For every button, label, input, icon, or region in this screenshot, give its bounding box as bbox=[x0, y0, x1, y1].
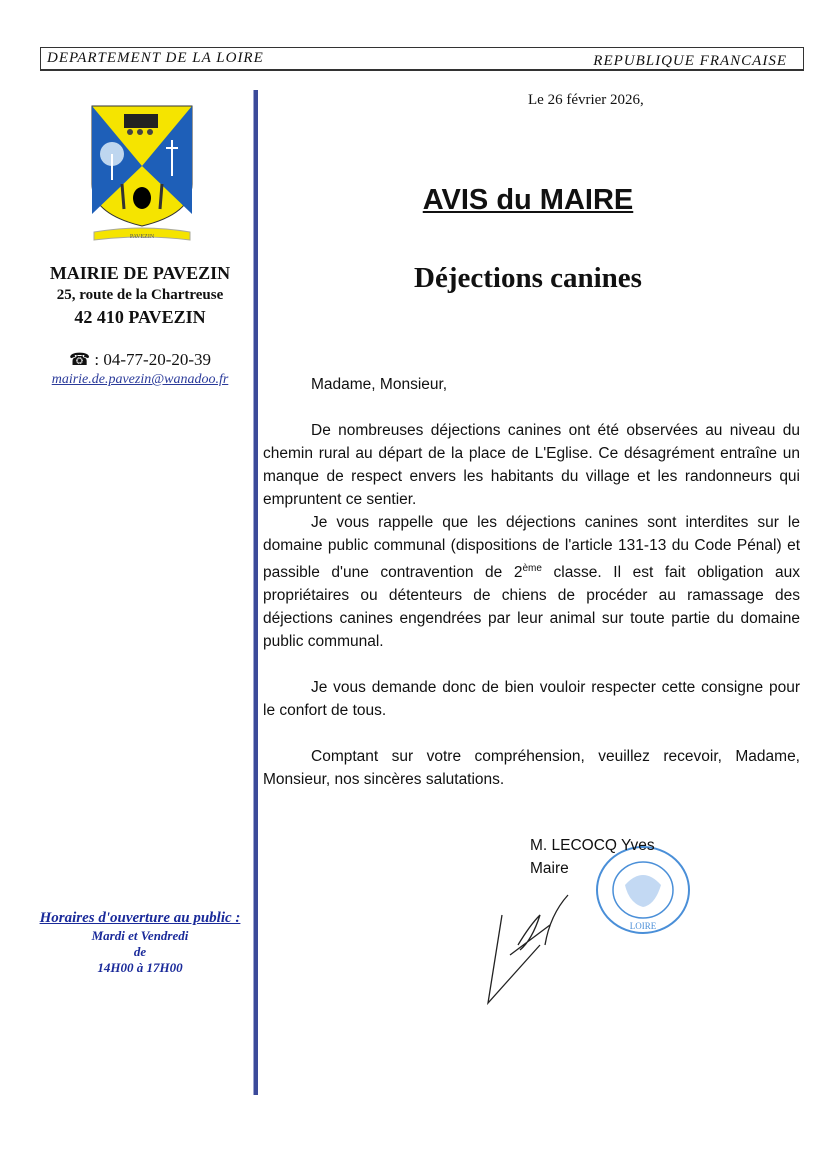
phone-icon: ☎ bbox=[68, 350, 91, 369]
vertical-divider bbox=[253, 90, 258, 1095]
street-address: 25, route de la Chartreuse bbox=[56, 287, 224, 303]
paragraph-2 bbox=[263, 511, 800, 653]
handwritten-signature bbox=[480, 885, 580, 1010]
paragraph-2b: classe. Il est fait obligation aux propriétaires ou détenteurs de chiens de procéder au ramassage des déjections canines engendrées par leur animal sur toute partie du domaine public communal. bbox=[263, 564, 800, 651]
signature-block bbox=[530, 834, 655, 880]
crest-banner-text: PAVEZIN bbox=[129, 234, 155, 240]
hours-de: de bbox=[133, 944, 147, 959]
signer-name: M. LECOCQ Yves bbox=[530, 837, 655, 854]
paragraph-3: Je vous demande donc de bien vouloir respecter cette consigne pour le confort de tous. bbox=[263, 679, 800, 720]
paragraph-1: De nombreuses déjections canines ont été observées au niveau du chemin rural au départ de la place de L'Eglise. Ce désagrément entraîne un manque de respect envers les habitants du village et les randonneurs qui empruntent ce sentier. bbox=[263, 422, 800, 508]
hours-title: Horaires d'ouverture au public : bbox=[39, 910, 241, 926]
republic-label: REPUBLIQUE FRANCAISE bbox=[593, 53, 787, 69]
notice-title: AVIS du MAIRE bbox=[422, 184, 634, 216]
postal-city: 42 410 PAVEZIN bbox=[74, 307, 206, 327]
salutation: Madame, Monsieur, bbox=[311, 376, 448, 393]
ordinal-suffix: ème bbox=[522, 563, 542, 574]
letter-body bbox=[263, 373, 800, 791]
hours-time: 14H00 à 17H00 bbox=[97, 960, 183, 975]
notice-subject: Déjections canines bbox=[414, 262, 642, 294]
header-banner bbox=[40, 47, 804, 71]
department-label: DEPARTEMENT DE LA LOIRE bbox=[47, 50, 264, 66]
svg-text:LOIRE: LOIRE bbox=[629, 921, 657, 931]
phone-line bbox=[30, 350, 250, 370]
email-link[interactable]: mairie.de.pavezin@wanadoo.fr bbox=[51, 372, 229, 387]
phone-number: : 04-77-20-20-39 bbox=[94, 350, 212, 369]
mairie-name: MAIRIE DE PAVEZIN bbox=[49, 263, 231, 283]
signer-role: Maire bbox=[530, 860, 569, 877]
coat-of-arms-logo bbox=[90, 104, 194, 244]
opening-hours bbox=[30, 909, 250, 976]
letter-date: Le 26 février 2026, bbox=[528, 92, 644, 108]
hours-days: Mardi et Vendredi bbox=[91, 928, 189, 943]
paragraph-4: Comptant sur votre compréhension, veuillez recevoir, Madame, Monsieur, nos sincères salutations. bbox=[263, 748, 800, 789]
paragraph-2a: Je vous rappelle que les déjections canines sont interdites sur le domaine public communal (dispositions de l'article 131-13 du Code Pénal) et passible d'une contravention de 2 bbox=[263, 514, 800, 582]
mairie-address-block bbox=[30, 262, 250, 328]
